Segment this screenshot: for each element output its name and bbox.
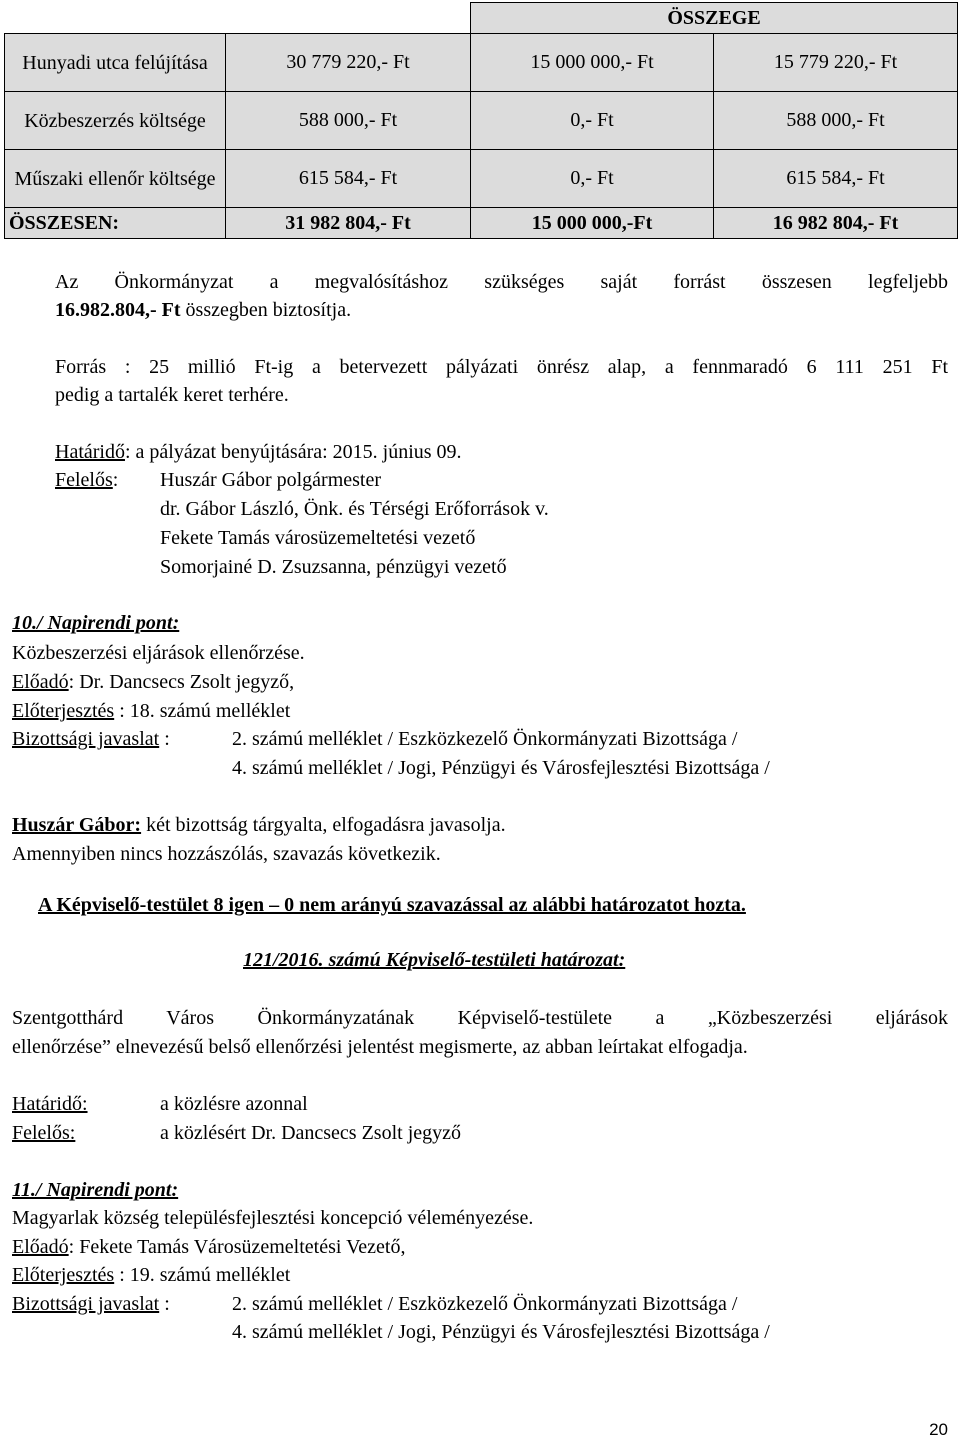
resolution-deadline: a közlésre azonnal [160,1093,308,1115]
table-total-row [5,208,958,239]
submission-label: Előterjesztés [12,700,115,722]
cell-own: 615 584,- Ft [714,150,958,208]
resolution-text-line1: Szentgotthárd Város Önkormányzatának Képviselő-testülete a „Közbeszerzési eljárások [12,1007,948,1029]
total-grant: 15 000 000,-Ft [471,208,714,239]
discussion-text: két bizottság tárgyalta, elfogadásra javasolja. [141,814,506,836]
committee-label: Bizottsági javaslat [12,728,160,750]
cell-total: 588 000,- Ft [226,92,471,150]
item-11-title: 11./ Napirendi pont: [12,1179,179,1201]
row-label: Műszaki ellenőr költsége [5,150,226,208]
item-10-submission [12,699,290,723]
committee-colon: : [159,1293,170,1315]
cell-grant: 0,- Ft [471,92,714,150]
cell-total: 615 584,- Ft [226,150,471,208]
submission-text: : 18. számú melléklet [114,700,291,722]
responsible-1-name: Huszár Gábor polgármester [160,469,382,491]
discussion-line1 [12,813,506,837]
total-own: 16 982 804,- Ft [714,208,958,239]
cell-total: 30 779 220,- Ft [226,34,471,92]
presenter-text: : Dr. Dancsecs Zsolt jegyző, [68,671,295,693]
source-line2: pedig a tartalék keret terhére. [55,384,289,406]
resolution-text-line2: ellenőrzése” elnevezésű belső ellenőrzési jelentést megismerte, az abban leírtakat elfogadja. [12,1036,748,1058]
own-funds-amount: 16.982.804,- Ft [55,299,181,321]
resolution-responsible-label: Felelős: [12,1122,76,1144]
table-header-blank [5,3,471,34]
presenter-text: : Fekete Tamás Városüzemeltetési Vezető, [68,1236,406,1258]
resolution-title [243,948,625,972]
vote-result: A Képviselő-testület 8 igen – 0 nem arányú szavazással az alábbi határozatot hozta. [38,894,746,916]
table-row [5,34,958,92]
item-10-title: 10./ Napirendi pont: [12,612,180,634]
item-10-committee-1: 2. számú melléklet / Eszközkezelő Önkormányzati Bizottsága / [232,728,738,750]
table-row [5,150,958,208]
resolution-responsible: a közlésért Dr. Dancsecs Zsolt jegyző [160,1122,462,1144]
resolution-deadline-label: Határidő: [12,1093,88,1115]
cell-grant: 15 000 000,- Ft [471,34,714,92]
submission-label: Előterjesztés [12,1264,115,1286]
deadline-text: : a pályázat benyújtására: 2015. június 09. [124,441,462,463]
item-11-committee-label [12,1292,170,1316]
budget-table [4,2,958,239]
responsible-1-name: Somorjainé D. Zsuzsanna, pénzügyi vezető [160,556,507,578]
source-line1: Forrás : 25 millió Ft-ig a betervezett pályázati önrész alap, a fennmaradó 6 111 251 Ft [55,356,948,378]
own-funds-line1: Az Önkormányzat a megvalósításhoz szükséges saját forrást összesen legfeljebb [55,271,948,293]
row-label: Hunyadi utca felújítása [5,34,226,92]
deadline-label: Határidő [55,441,125,463]
own-funds-line2 [55,298,351,322]
item-10-committee-label [12,727,170,751]
committee-colon: : [159,728,170,750]
own-funds-rest: összegben biztosítja. [180,299,352,321]
committee-label: Bizottsági javaslat [12,1293,160,1315]
presenter-label: Előadó [12,671,69,693]
item-11-submission [12,1263,290,1287]
total-label: ÖSSZESEN: [5,208,226,239]
page-number: 20 [929,1420,948,1439]
presenter-label: Előadó [12,1236,69,1258]
table-header-osszege: ÖSSZEGE [471,3,958,34]
resolution-number: 121/2016. [243,949,324,971]
row-label: Közbeszerzés költsége [5,92,226,150]
table-row [5,92,958,150]
cell-own: 588 000,- Ft [714,92,958,150]
item-11-presenter [12,1235,405,1259]
item-10-presenter [12,670,294,694]
resolution-title-text: számú Képviselő-testületi határozat: [323,949,626,971]
item-11-committee-2: 4. számú melléklet / Jogi, Pénzügyi és Városfejlesztési Bizottsága / [232,1321,770,1343]
responsible-1-name: Fekete Tamás városüzemeltetési vezető [160,527,476,549]
speaker-name: Huszár Gábor: [12,814,142,836]
deadline-1 [55,440,462,464]
cell-own: 15 779 220,- Ft [714,34,958,92]
submission-text: : 19. számú melléklet [114,1264,291,1286]
responsible-1-name: dr. Gábor László, Önk. és Térségi Erőforrások v. [160,498,549,520]
item-10-committee-2: 4. számú melléklet / Jogi, Pénzügyi és Városfejlesztési Bizottsága / [232,757,770,779]
table-header-row [5,3,958,34]
total-cell: 31 982 804,- Ft [226,208,471,239]
cell-grant: 0,- Ft [471,150,714,208]
item-11-subject: Magyarlak község településfejlesztési koncepció véleményezése. [12,1207,534,1229]
item-10-subject: Közbeszerzési eljárások ellenőrzése. [12,642,305,664]
discussion-line2: Amennyiben nincs hozzászólás, szavazás következik. [12,843,441,865]
responsible-1-label-line [55,468,118,492]
responsible-label: Felelős [55,469,113,491]
item-11-committee-1: 2. számú melléklet / Eszközkezelő Önkormányzati Bizottsága / [232,1293,738,1315]
responsible-colon: : [112,469,119,491]
